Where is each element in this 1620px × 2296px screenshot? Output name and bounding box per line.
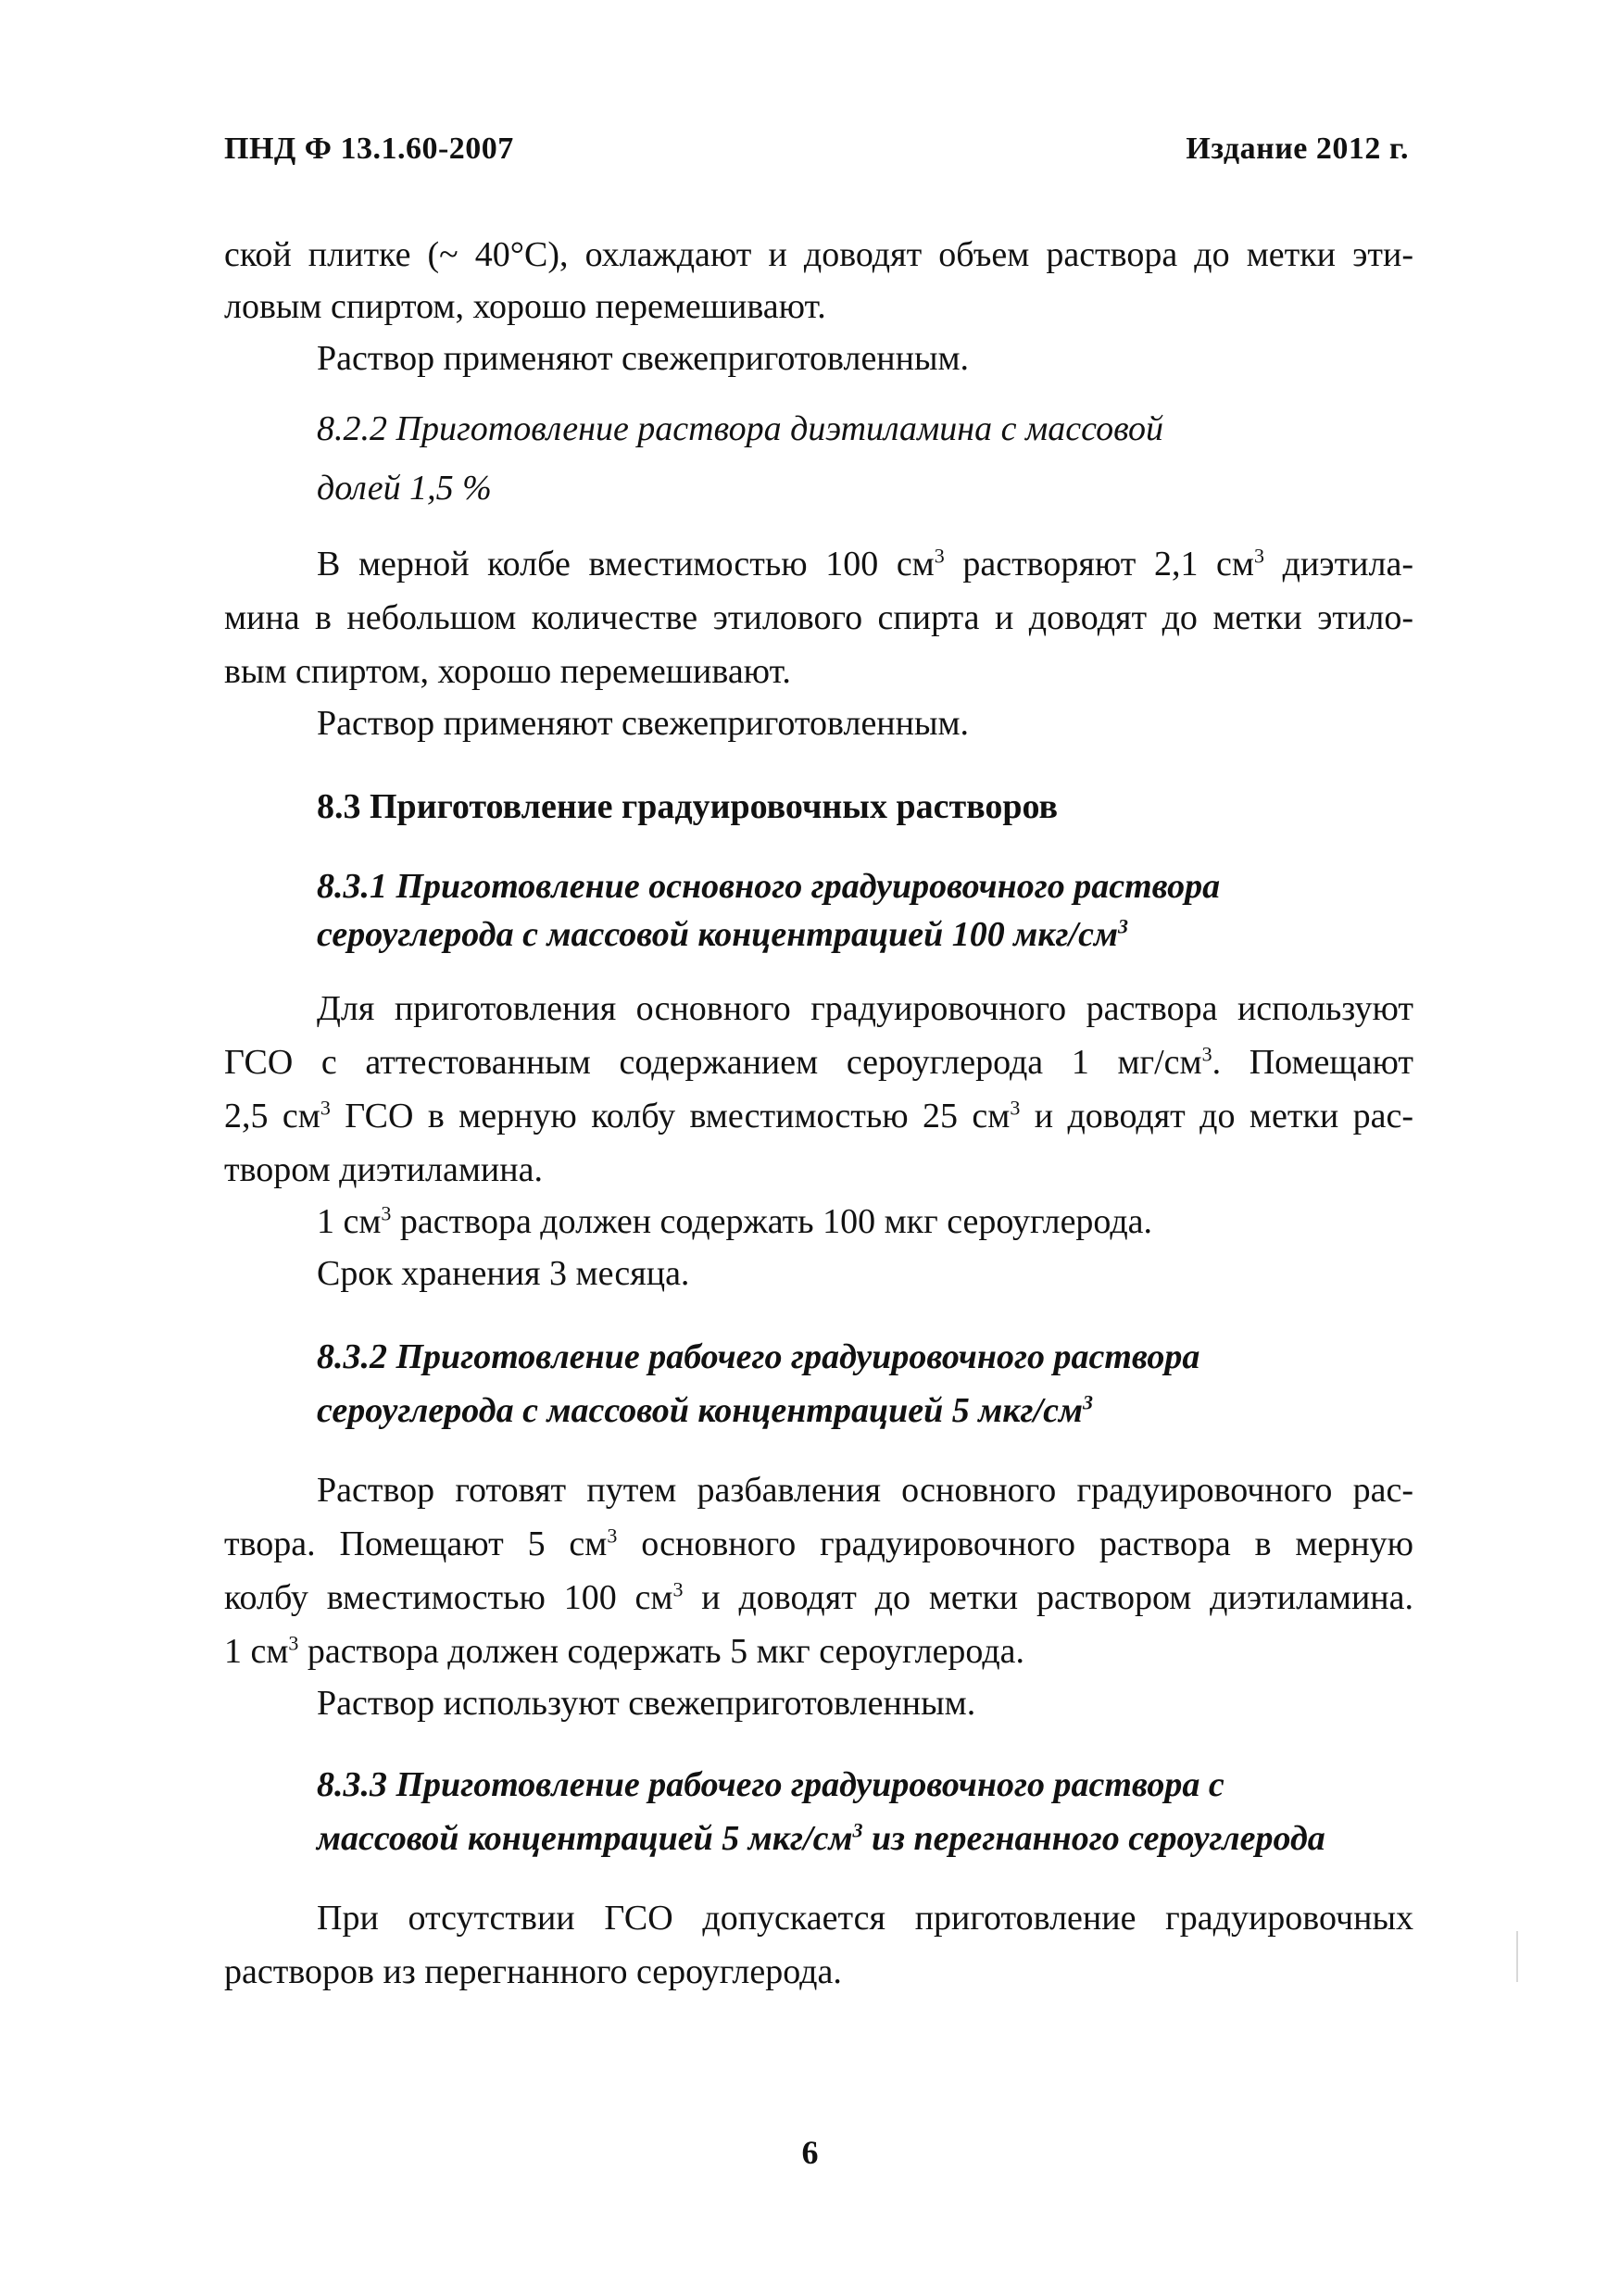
subsection-heading-8-2-2: 8.2.2 Приготовление раствора диэтиламина с массовой [317,409,1164,448]
body-line: колбу вместимостью 100 $см^3$ и доводят до метки раствором диэтиламина. [224,1577,1413,1617]
body-line: Для приготовления основного градуировочного раствора используют [317,989,1413,1028]
body-line: твора. Помещают 5 $см^3$ основного градуировочного раствора в мерную [224,1524,1413,1563]
subsection-heading-8-3-3: 8.3.3 Приготовление рабочего градуировочного раствора с [317,1765,1224,1804]
body-line: Раствор готовят путем разбавления основного градуировочного рас- [317,1471,1413,1510]
body-line: Раствор применяют свежеприготовленным. [317,339,970,378]
body-line: 1 $см^3$ раствора должен содержать 5 мкг сероуглерода. [224,1631,1025,1671]
body-line: мина в небольшом количестве этилового спирта и доводят до метки этило- [224,598,1413,637]
body-line: Раствор применяют свежеприготовленным. [317,704,970,743]
body-line: ГСО с аттестованным содержанием сероуглерода 1 $мг/см^3$. Помещают [224,1042,1413,1082]
body-line: 2,5 $см^3$ ГСО в мерную колбу вместимостью 25 $см^3$ и доводят до метки рас- [224,1096,1413,1135]
body-line: растворов из перегнанного сероуглерода. [224,1952,842,1991]
subsection-heading-8-2-2-cont: долей 1,5 % [317,469,492,508]
body-line: В мерной колбе вместимостью 100 $см^3$ растворяют 2,1 $см^3$ диэтила- [317,544,1413,583]
section-heading-8-3: 8.3 Приготовление градуировочных растворов [317,787,1059,826]
document-id: ПНД Ф 13.1.60-2007 [224,132,514,166]
body-line: вым спиртом, хорошо перемешивают. [224,652,791,691]
body-line: 1 $см^3$ раствора должен содержать 100 мкг сероуглерода. [317,1201,1153,1241]
body-line: Срок хранения 3 месяца. [317,1254,690,1293]
edition-label: Издание 2012 г. [1186,132,1409,166]
subsection-heading-8-3-2-cont: сероуглерода с массовой концентрацией 5 мкг/$см^3$ [317,1390,1093,1430]
subsection-heading-8-3-1-cont: сероуглерода с массовой концентрацией 100 мкг/$см^3$ [317,914,1128,954]
body-line: При отсутствии ГСО допускается приготовление градуировочных [317,1899,1413,1938]
body-line: ловым спиртом, хорошо перемешивают. [224,287,826,326]
body-line: твором диэтиламина. [224,1150,543,1189]
body-line: ской плитке (~ 40°С), охлаждают и доводят объем раствора до метки эти- [224,235,1413,274]
scan-artifact [1516,1931,1518,1982]
body-line: Раствор используют свежеприготовленным. [317,1684,976,1723]
subsection-heading-8-3-1: 8.3.1 Приготовление основного градуировочного раствора [317,867,1221,906]
page-number: 6 [801,2134,819,2171]
subsection-heading-8-3-3-cont: массовой концентрацией 5 мкг/$см^3$ из перегнанного сероуглерода [317,1818,1325,1858]
subsection-heading-8-3-2: 8.3.2 Приготовление рабочего градуировочного раствора [317,1337,1200,1376]
